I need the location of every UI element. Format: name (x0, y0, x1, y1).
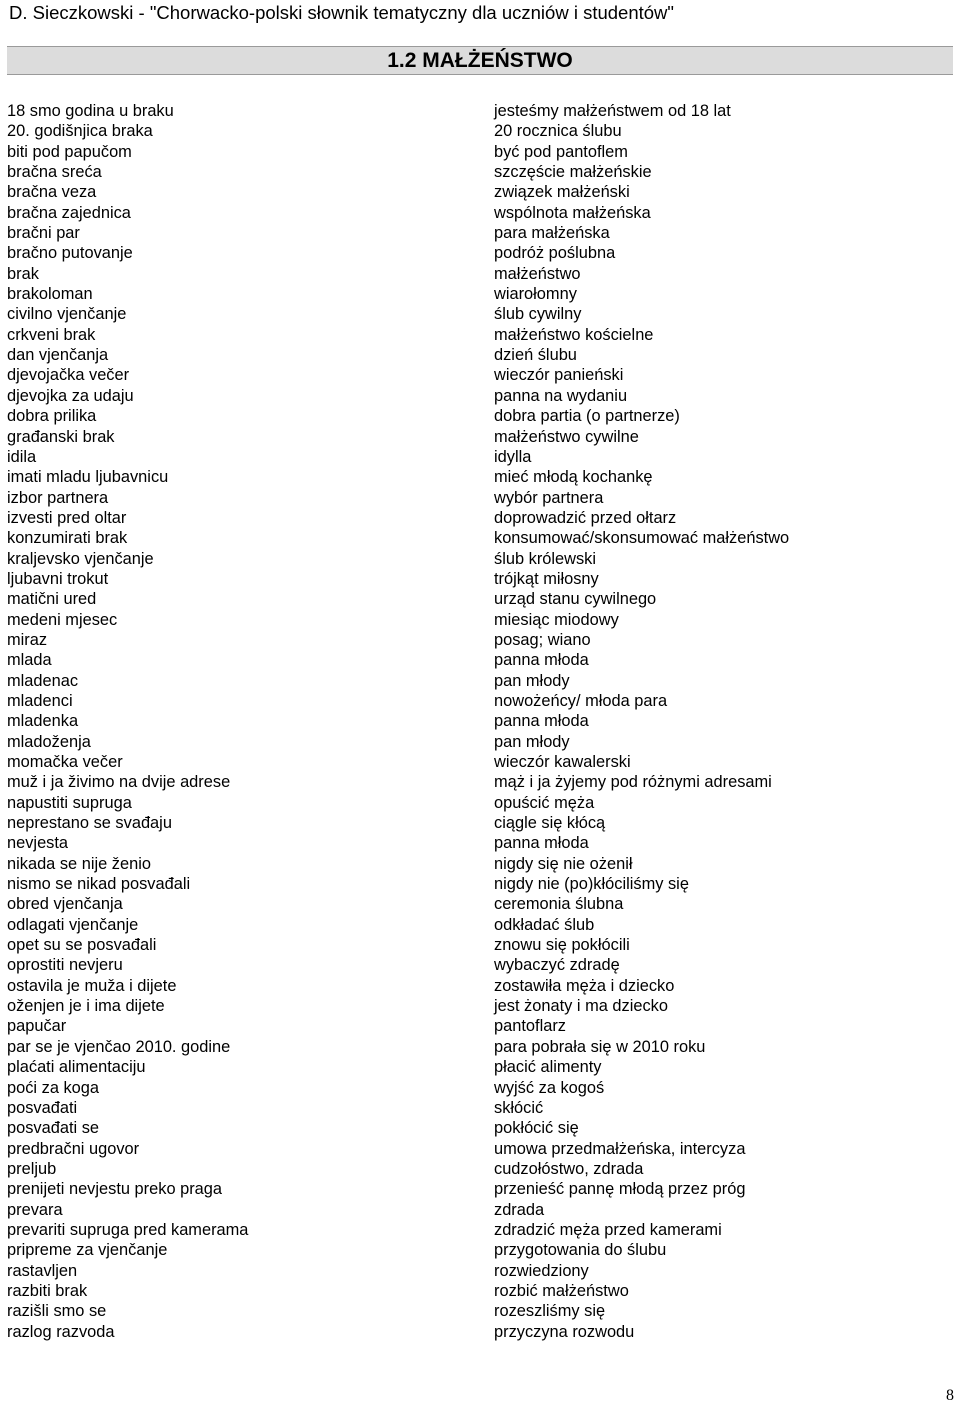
croatian-term: medeni mjesec (7, 610, 118, 629)
croatian-term: 20. godišnjica braka (7, 122, 153, 141)
croatian-term: opet su se posvađali (7, 936, 157, 955)
vocabulary-row (0, 1200, 960, 1220)
croatian-term: nevjesta (7, 834, 69, 853)
vocabulary-row (0, 1057, 960, 1077)
polish-translation: małżeństwo kościelne (494, 325, 654, 344)
polish-translation: zdrada (494, 1200, 545, 1219)
croatian-term: oženjen je i ima dijete (7, 997, 165, 1016)
polish-translation: urząd stanu cywilnego (494, 590, 657, 609)
polish-translation: ciągle się kłócą (494, 814, 606, 833)
vocabulary-row (0, 610, 960, 630)
croatian-term: matični ured (7, 590, 97, 609)
polish-translation: być pod pantoflem (494, 142, 628, 161)
polish-translation: panna na wydaniu (494, 386, 628, 405)
document-header-title: D. Sieczkowski - "Chorwacko-polski słownik tematyczny dla uczniów i studentów" (9, 2, 674, 23)
croatian-term: konzumirati brak (7, 529, 128, 548)
croatian-term: mladenac (7, 671, 79, 690)
polish-translation: nowożeńcy/ młoda para (494, 691, 668, 710)
vocabulary-row (0, 488, 960, 508)
vocabulary-row (0, 386, 960, 406)
vocabulary-row (0, 243, 960, 263)
polish-translation: jesteśmy małżeństwem od 18 lat (494, 102, 731, 120)
vocabulary-row (0, 508, 960, 528)
vocabulary-row (0, 691, 960, 711)
croatian-term: mlada (7, 651, 52, 670)
vocabulary-row (0, 1016, 960, 1036)
polish-translation: dzień ślubu (494, 346, 577, 365)
polish-translation: rozeszliśmy się (494, 1302, 606, 1321)
section-title: 1.2 MAŁŻEŃSTWO (387, 49, 573, 72)
vocabulary-row (0, 1078, 960, 1098)
croatian-term: bračna veza (7, 183, 97, 202)
vocabulary-row (0, 284, 960, 304)
polish-translation: ślub królewski (494, 549, 597, 568)
polish-translation: wybór partnera (494, 488, 604, 507)
vocabulary-row (0, 1159, 960, 1179)
polish-translation: odkładać ślub (494, 915, 595, 934)
vocabulary-row (0, 427, 960, 447)
croatian-term: mladoženja (7, 732, 91, 751)
croatian-term: djevojka za udaju (7, 386, 134, 405)
polish-translation: jest żonaty i ma dziecko (494, 997, 668, 1016)
vocabulary-row (0, 772, 960, 792)
croatian-term: civilno vjenčanje (7, 305, 127, 324)
vocabulary-row (0, 976, 960, 996)
polish-translation: mąż i ja żyjemy pod różnymi adresami (494, 773, 772, 792)
croatian-term: kraljevsko vjenčanje (7, 549, 154, 568)
croatian-term: pripreme za vjenčanje (7, 1241, 168, 1260)
vocabulary-row (0, 345, 960, 365)
croatian-term: muž i ja živimo na dvije adrese (7, 773, 231, 792)
vocabulary-row (0, 203, 960, 223)
vocabulary-row (0, 1139, 960, 1159)
vocabulary-row (0, 854, 960, 874)
polish-translation: pantoflarz (494, 1017, 566, 1036)
polish-translation: posag; wiano (494, 630, 591, 649)
polish-translation: opuścić męża (494, 793, 595, 812)
croatian-term: nismo se nikad posvađali (7, 875, 191, 894)
polish-translation: panna młoda (494, 651, 589, 670)
polish-translation: wiarołomny (494, 285, 577, 304)
vocabulary-row (0, 528, 960, 548)
vocabulary-row (0, 813, 960, 833)
croatian-term: prenijeti nevjestu preko praga (7, 1180, 223, 1199)
vocabulary-row (0, 569, 960, 589)
vocabulary-row (0, 874, 960, 894)
polish-translation: szczęście małżeńskie (494, 163, 652, 182)
vocabulary-row (0, 630, 960, 650)
vocabulary-row (0, 1322, 960, 1342)
croatian-term: odlagati vjenčanje (7, 915, 139, 934)
polish-translation: przygotowania do ślubu (494, 1241, 667, 1260)
polish-translation: cudzołóstwo, zdrada (494, 1159, 644, 1178)
croatian-term: posvađati (7, 1098, 78, 1117)
vocabulary-row (0, 671, 960, 691)
polish-translation: przenieść pannę młodą przez próg (494, 1180, 746, 1199)
croatian-term: predbračni ugovor (7, 1139, 140, 1158)
croatian-term: oprostiti nevjeru (7, 956, 123, 975)
croatian-term: razišli smo se (7, 1302, 107, 1321)
polish-translation: ceremonia ślubna (494, 895, 624, 914)
vocabulary-row (0, 752, 960, 772)
croatian-term: razbiti brak (7, 1281, 88, 1300)
vocabulary-row (0, 549, 960, 569)
croatian-term: par se je vjenčao 2010. godine (7, 1037, 231, 1056)
polish-translation: idylla (494, 447, 532, 466)
croatian-term: djevojačka večer (7, 366, 130, 385)
croatian-term: napustiti supruga (7, 793, 132, 812)
vocabulary-row (0, 447, 960, 467)
polish-translation: wyjść za kogoś (494, 1078, 605, 1097)
croatian-term: miraz (7, 630, 48, 649)
vocabulary-row (0, 915, 960, 935)
polish-translation: nigdy się nie ożenił (494, 854, 633, 873)
polish-translation: doprowadzić przed ołtarz (494, 508, 677, 527)
polish-translation: dobra partia (o partnerze) (494, 407, 680, 426)
vocabulary-row (0, 711, 960, 731)
polish-translation: płacić alimenty (494, 1058, 602, 1077)
polish-translation: skłócić (494, 1098, 544, 1117)
polish-translation: pan młody (494, 671, 570, 690)
vocabulary-row (0, 1037, 960, 1057)
vocabulary-row (0, 732, 960, 752)
croatian-term: papučar (7, 1017, 67, 1036)
croatian-term: preljub (7, 1159, 57, 1178)
polish-translation: pokłócić się (494, 1119, 579, 1138)
vocabulary-row (0, 1240, 960, 1260)
polish-translation: para małżeńska (494, 224, 610, 243)
vocabulary-row (0, 1301, 960, 1321)
vocabulary-row (0, 589, 960, 609)
vocabulary-row (0, 304, 960, 324)
croatian-term: dobra prilika (7, 407, 97, 426)
vocabulary-row (0, 223, 960, 243)
polish-translation: ślub cywilny (494, 305, 582, 324)
croatian-term: posvađati se (7, 1119, 100, 1138)
croatian-term: idila (7, 447, 37, 466)
vocabulary-row (0, 1220, 960, 1240)
vocabulary-row (0, 264, 960, 284)
polish-translation: nigdy nie (po)kłóciliśmy się (494, 875, 689, 894)
polish-translation: małżeństwo (494, 264, 581, 283)
polish-translation: podróż poślubna (494, 244, 616, 263)
vocabulary-row (0, 467, 960, 487)
vocabulary-row (0, 142, 960, 162)
polish-translation: 20 rocznica ślubu (494, 122, 622, 141)
vocabulary-row (0, 101, 960, 121)
croatian-term: nikada se nije ženio (7, 854, 151, 873)
vocabulary-row (0, 650, 960, 670)
vocabulary-row (0, 996, 960, 1016)
croatian-term: prevariti supruga pred kamerama (7, 1220, 249, 1239)
vocabulary-row (0, 1118, 960, 1138)
polish-translation: zostawiła męża i dziecko (494, 976, 675, 995)
vocabulary-row (0, 1281, 960, 1301)
polish-translation: panna młoda (494, 712, 589, 731)
vocabulary-row (0, 325, 960, 345)
polish-translation: związek małżeński (494, 183, 630, 202)
vocabulary-row (0, 1261, 960, 1281)
croatian-term: momačka večer (7, 753, 123, 771)
croatian-term: bračni par (7, 224, 80, 243)
polish-translation: wspólnota małżeńska (494, 203, 651, 222)
croatian-term: izbor partnera (7, 488, 109, 507)
croatian-term: plaćati alimentaciju (7, 1058, 146, 1077)
vocabulary-row (0, 1098, 960, 1118)
croatian-term: ostavila je muža i dijete (7, 976, 177, 995)
polish-translation: miesiąc miodowy (494, 610, 619, 629)
croatian-term: mladenka (7, 712, 79, 731)
vocabulary-row (0, 894, 960, 914)
vocabulary-row (0, 162, 960, 182)
polish-translation: wybaczyć zdradę (494, 956, 620, 975)
polish-translation: mieć młodą kochankę (494, 468, 653, 487)
croatian-term: biti pod papučom (7, 142, 132, 161)
croatian-term: izvesti pred oltar (7, 508, 127, 527)
croatian-term: ljubavni trokut (7, 569, 109, 588)
vocabulary-row (0, 121, 960, 141)
croatian-term: prevara (7, 1200, 63, 1219)
vocabulary-row (0, 955, 960, 975)
polish-translation: para pobrała się w 2010 roku (494, 1037, 706, 1056)
vocabulary-row (0, 1179, 960, 1199)
croatian-term: građanski brak (7, 427, 115, 446)
croatian-term: razlog razvoda (7, 1322, 115, 1341)
croatian-term: 18 smo godina u braku (7, 102, 174, 120)
croatian-term: brakoloman (7, 285, 93, 304)
croatian-term: bračna zajednica (7, 203, 131, 222)
croatian-term: poći za koga (7, 1078, 100, 1097)
polish-translation: rozbić małżeństwo (494, 1281, 629, 1300)
croatian-term: dan vjenčanja (7, 346, 109, 365)
vocabulary-row (0, 406, 960, 426)
vocabulary-list (0, 101, 960, 1342)
polish-translation: znowu się pokłócili (494, 936, 630, 955)
polish-translation: panna młoda (494, 834, 589, 853)
croatian-term: neprestano se svađaju (7, 814, 172, 833)
polish-translation: małżeństwo cywilne (494, 427, 639, 446)
croatian-term: bračno putovanje (7, 244, 133, 263)
croatian-term: crkveni brak (7, 325, 96, 344)
polish-translation: wieczór panieński (494, 366, 624, 385)
vocabulary-row (0, 793, 960, 813)
polish-translation: pan młody (494, 732, 570, 751)
polish-translation: rozwiedziony (494, 1261, 589, 1280)
croatian-term: rastavljen (7, 1261, 78, 1280)
polish-translation: umowa przedmałżeńska, intercyza (494, 1139, 746, 1158)
croatian-term: imati mladu ljubavnicu (7, 468, 169, 487)
croatian-term: bračna sreća (7, 163, 102, 182)
polish-translation: przyczyna rozwodu (494, 1322, 635, 1341)
polish-translation: konsumować/skonsumować małżeństwo (494, 529, 790, 548)
polish-translation: zdradzić męża przed kamerami (494, 1220, 722, 1239)
croatian-term: brak (7, 264, 39, 283)
croatian-term: mladenci (7, 691, 73, 710)
croatian-term: obred vjenčanja (7, 895, 123, 914)
vocabulary-row (0, 182, 960, 202)
vocabulary-row (0, 833, 960, 853)
polish-translation: wieczór kawalerski (494, 753, 631, 771)
polish-translation: trójkąt miłosny (494, 569, 599, 588)
vocabulary-row (0, 935, 960, 955)
page-number: 8 (946, 1387, 954, 1404)
vocabulary-row (0, 365, 960, 385)
